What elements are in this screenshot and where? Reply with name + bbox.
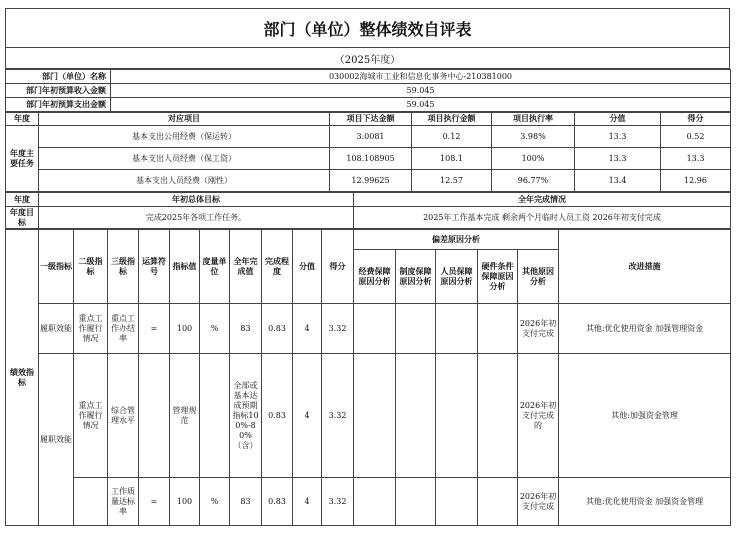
tasks-header-allocated: 项目下达金额 [330,113,412,126]
indicator-fund [354,354,396,478]
income-label: 部门年初预算收入金额 [6,84,111,98]
tasks-header-executed: 项目执行金额 [412,113,492,126]
header-operator: 运算符号 [139,230,170,304]
header-unit: 度量单位 [200,230,230,304]
header-score: 分值 [293,230,322,304]
header-deviation: 偏差原因分析 [354,230,559,250]
indicator-annual: 83 [230,304,262,354]
indicator-hardware [478,354,518,478]
indicator-unit [200,354,230,478]
evaluation-sheet [5,8,730,526]
page-title: 部门（单位）整体绩效自评表 [6,9,730,48]
report-year: （2025年度） [6,48,730,69]
title-block [5,8,730,69]
header-staff: 人员保障原因分析 [436,250,478,304]
goal-row-label: 年度目标 [6,207,39,229]
indicator-level2: 重点工作履行情况 [74,304,108,354]
indicator-operator [139,354,170,478]
task-project: 基本支出公用经费（保运转） [39,126,330,148]
indicator-level2: 重点工作履行情况 [74,354,108,478]
task-allocated: 108.108905 [330,148,412,170]
annual-goal-table [5,192,731,229]
task-allocated: 12.99625 [330,170,412,192]
indicator-system [396,304,436,354]
indicator-staff [436,304,478,354]
indicator-got: 3.32 [322,478,354,526]
indicator-system [396,478,436,526]
indicator-staff [436,478,478,526]
expense-value: 59.045 [111,98,731,112]
header-fund: 经费保障原因分析 [354,250,396,304]
dept-name-label: 部门（单位）名称 [6,70,111,84]
indicator-other: 2026年初支付完成 [518,478,559,526]
indicator-improve: 其他:优化使用资金 加强管理资金 [559,304,731,354]
indicator-operator: = [139,304,170,354]
indicator-got: 3.32 [322,354,354,478]
goal-completion-header: 全年完成情况 [354,193,731,207]
tasks-header-got: 得分 [661,113,731,126]
task-got: 13.3 [661,148,731,170]
indicator-level3: 工作质量达标率 [108,478,139,526]
income-value: 59.045 [111,84,731,98]
indicator-degree: 0.83 [262,304,293,354]
task-score: 13.3 [575,148,661,170]
indicator-improve: 其他:优化使用资金 加强资金管理 [559,478,731,526]
tasks-year-label: 年度 [6,113,39,126]
tasks-section-label: 年度主要任务 [6,126,39,192]
indicators-section-label: 绩效指标 [6,230,39,526]
indicator-value: 100 [170,304,200,354]
indicator-annual: 83 [230,478,262,526]
header-degree: 完成程度 [262,230,293,304]
task-executed: 12.57 [412,170,492,192]
task-executed: 0.12 [412,126,492,148]
tasks-header-project: 对应项目 [39,113,330,126]
header-level3: 三级指标 [108,230,139,304]
indicator-system [396,354,436,478]
indicator-level3: 重点工作办结率 [108,304,139,354]
indicator-unit: % [200,478,230,526]
indicator-improve: 其他:加强资金管理 [559,354,731,478]
task-got: 12.96 [661,170,731,192]
indicator-operator: = [139,478,170,526]
header-other: 其他原因分析 [518,250,559,304]
task-project: 基本支出人员经费（保工资） [39,148,330,170]
goal-initial-text: 完成2025年各项工作任务。 [39,207,354,229]
indicator-level3: 综合管理水平 [108,354,139,478]
expense-label: 部门年初预算支出金额 [6,98,111,112]
indicators-table [5,229,731,526]
indicator-score: 4 [293,478,322,526]
indicator-other: 2026年初支付完成 [518,304,559,354]
dept-name-value: 030002海城市工业和信息化事务中心-210381000 [111,70,731,84]
indicator-degree: 0.83 [262,478,293,526]
indicator-other: 2026年初支付完成的 [518,354,559,478]
task-score: 13.4 [575,170,661,192]
goal-initial-header: 年初总体目标 [39,193,354,207]
indicator-value: 管理规范 [170,354,200,478]
indicator-level1: 履职效能 [39,354,74,526]
header-annual: 全年完成值 [230,230,262,304]
header-level2: 二级指标 [74,230,108,304]
annual-tasks-table [5,112,731,192]
header-system: 制度保障原因分析 [396,250,436,304]
indicator-hardware [478,478,518,526]
task-project: 基本支出人员经费（刚性） [39,170,330,192]
task-got: 0.52 [661,126,731,148]
indicator-annual: 全部或基本达成预期指标100%-80%（含） [230,354,262,478]
tasks-header-rate: 项目执行率 [492,113,575,126]
task-allocated: 3.0081 [330,126,412,148]
header-got: 得分 [322,230,354,304]
header-level1: 一级指标 [39,230,74,304]
indicator-fund [354,478,396,526]
goal-completion-text: 2025年工作基本完成 剩余两个月临时人员工资 2026年初支付完成 [354,207,731,229]
indicator-level1: 履职效能 [39,304,74,354]
department-info-table [5,69,731,112]
indicator-hardware [478,304,518,354]
task-executed: 108.1 [412,148,492,170]
header-value: 指标值 [170,230,200,304]
task-score: 13.3 [575,126,661,148]
task-rate: 3.98% [492,126,575,148]
indicator-fund [354,304,396,354]
header-improve: 改进措施 [559,230,731,304]
indicator-staff [436,354,478,478]
goal-year-label: 年度 [6,193,39,207]
task-rate: 96.77% [492,170,575,192]
indicator-got: 3.32 [322,304,354,354]
task-rate: 100% [492,148,575,170]
tasks-header-score: 分值 [575,113,661,126]
header-hardware: 硬件条件保障原因分析 [478,250,518,304]
indicator-score: 4 [293,304,322,354]
indicator-score: 4 [293,354,322,478]
indicator-unit: % [200,304,230,354]
indicator-degree: 0.83 [262,354,293,478]
indicator-level2 [74,478,108,526]
indicator-value: 100 [170,478,200,526]
